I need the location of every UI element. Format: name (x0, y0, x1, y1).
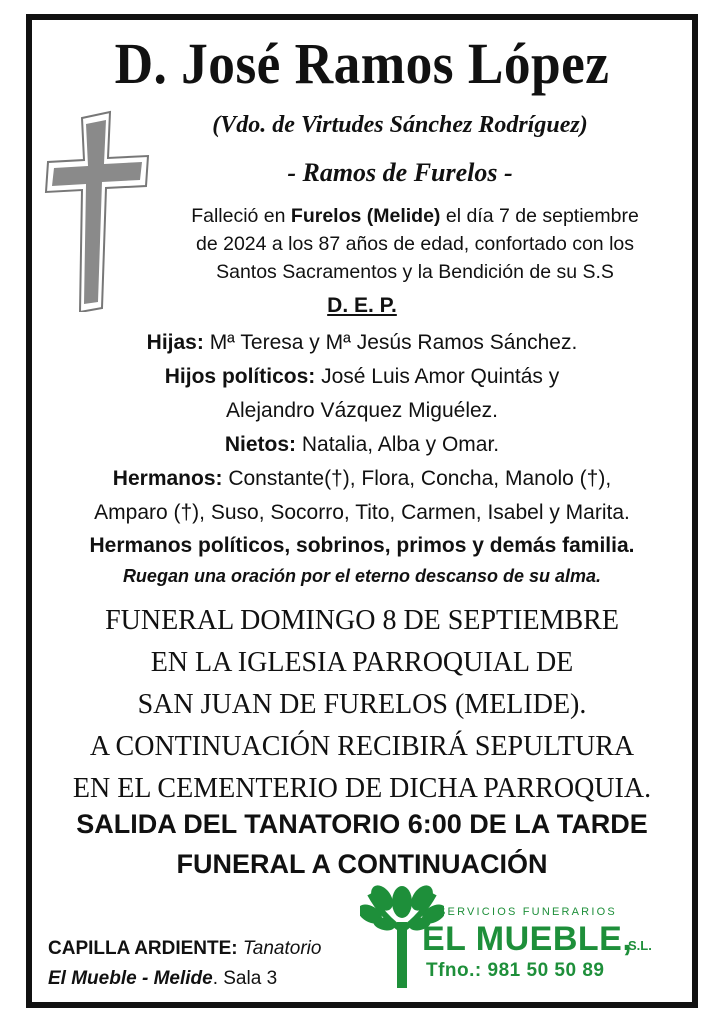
departure-details (40, 804, 684, 884)
company-tagline: SERVICIOS FUNERARIOS (438, 906, 617, 918)
departure-line: SALIDA DEL TANATORIO 6:00 DE LA TARDE (76, 809, 648, 839)
company-suffix: S.L. (628, 938, 652, 953)
siblings-line: Hermanos: Constante(†), Flora, Concha, Manolo (†), (112, 467, 612, 490)
prayer-request: Ruegan una oración por el eterno descanso de su alma. (122, 566, 602, 586)
family-list (40, 326, 684, 530)
funeral-line: EN EL CEMENTERIO DE DICHA PARROQUIA. (72, 773, 652, 804)
dep-heading: D. E. P. (327, 294, 397, 317)
inlaws-line-2: Alejandro Vázquez Miguélez. (226, 399, 498, 422)
deceased-name: D. José Ramos López (114, 31, 610, 96)
departure-line: FUNERAL A CONTINUACIÓN (176, 849, 548, 879)
daughters-line: Hijas: Mª Teresa y Mª Jesús Ramos Sánchez. (146, 331, 578, 354)
funeral-line: SAN JUAN DE FURELOS (MELIDE). (137, 689, 587, 720)
cross-icon (44, 110, 150, 312)
funeral-line: EN LA IGLESIA PARROQUIAL DE (150, 647, 574, 678)
funeral-line: FUNERAL DOMINGO 8 DE SEPTIEMBRE (105, 605, 619, 636)
siblings-line-2: Amparo (†), Suso, Socorro, Tito, Carmen, Isabel y Marita. (94, 501, 630, 524)
inlaws-line: Hijos políticos: José Luis Amor Quintás y (164, 365, 560, 388)
extended-family: Hermanos políticos, sobrinos, primos y demás familia. (89, 534, 635, 557)
widow-of: (Vdo. de Virtudes Sánchez Rodríguez) (212, 112, 588, 138)
company-name: EL MUEBLE, (422, 920, 633, 958)
company-phone: Tfno.: 981 50 50 89 (426, 960, 605, 981)
chapel-info: CAPILLA ARDIENTE: Tanatorio El Mueble - Melide. Sala 3 (48, 938, 322, 989)
funeral-details (40, 600, 684, 810)
death-announcement: Falleció en Furelos (Melide) el día 7 de septiembre de 2024 a los 87 años de edad, confortado con los Santos Sacramentos y la Bendición de su S.S (191, 205, 639, 283)
village: - Ramos de Furelos - (287, 158, 513, 187)
grandchildren-line: Nietos: Natalia, Alba y Omar. (224, 433, 500, 456)
company-logo (360, 880, 680, 990)
funeral-line: A CONTINUACIÓN RECIBIRÁ SEPULTURA (89, 731, 635, 762)
